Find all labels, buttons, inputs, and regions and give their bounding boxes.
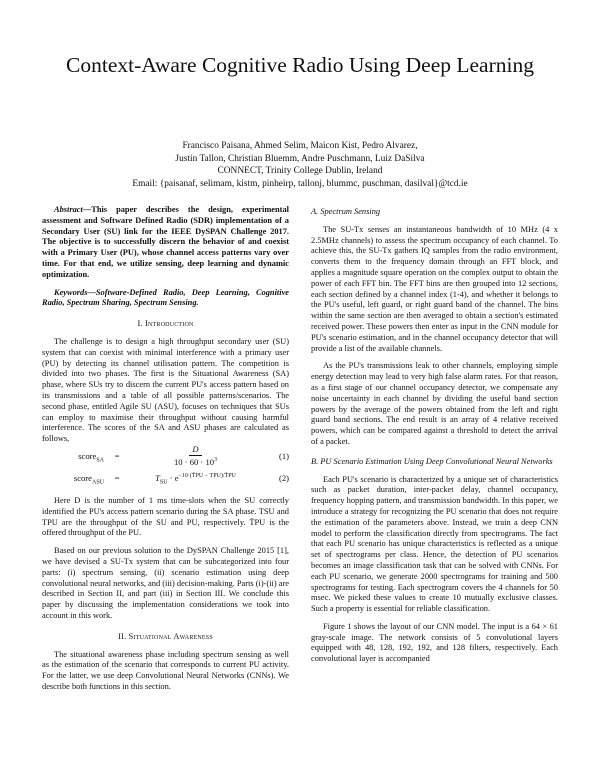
scenario-estimation-paragraph-1: Each PU's scenario is characterized by a unique set of characteristics such as packet duration, inter-packet delay, channel occupancy, frequency hopping pattern, and transmission bandwidth. In this paper, we introduce a strategy for recognizing the PU scenario that does not require the estimation of the parameters above. Instead, we train a deep CNN model to perform the classification directly from spectrograms. The fact that each PU scenario has unique characteristics is reflected as a unique set of spectrograms per class. Hence, the detection of PU scenarios becomes an image classification task that can be solved with CNNs. For each PU scenario, we generate 2000 spectrograms for training and 500 spectrograms for testing. Each spectrogram covers the 4 channels for 50 msec. We picked these values to create 10 mutually exclusive classes. Such a property is essential for reliable classification. (311, 474, 558, 614)
equation-1-fraction: $\frac{D}{10 \cdot 60 \cdot 10^3}$ (173, 443, 218, 468)
equation-1-lhs: score$_{SA}$ (78, 450, 104, 464)
keywords-text: Software-Defined Radio, Deep Learning, Cognitive Radio, Spectrum Sharing, Spectrum Sensing. (42, 287, 289, 308)
author-names-line-2: Justin Tallon, Christian Bluemm, Andre Puschmann, Luiz DaSilva (175, 153, 425, 164)
subsection-heading-spectrum-sensing: A. Spectrum Sensing (311, 207, 381, 216)
spectrum-sensing-paragraph-2: As the PU's transmissions leak to other channels, employing simple energy detection may lead to very high false alarm rates. For that reason, as a first stage of our channel occupancy detector, we compensate any noise uncertainty in each channel by dividing the useful band section powers by the average of the powers obtained from the left and right guard band sections. The end result is an array of 4 relative received powers, which can be compared against a threshold to detect the arrival of a packet. (311, 361, 558, 446)
equation-2-rhs: $T_{SU} \cdot e^{-10\cdot(T̄PU - TPU)/T̄PU}$ (155, 472, 236, 486)
abstract-text: This paper describes the design, experimental assessment and Software Defined Radio (SDR) implementation of a Secondary User (SU) link for the IEEE DySPAN Challenge 2017. The objective is to successfully discern the behavior of and coexist with a Primary User (PU), whose channel access patterns vary over time. For that end, we utilize sensing, deep learning and dynamic optimization. (42, 205, 289, 279)
equation-1-number: (1) (278, 450, 289, 461)
author-names-line-1: Francisco Paisana, Ahmed Selim, Maicon Kist, Pedro Alvarez, (182, 141, 418, 151)
keywords: Keywords—Software-Defined Radio, Deep Learning, Cognitive Radio, Spectrum Sharing, Spectrum Sensing. (42, 287, 289, 308)
situational-awareness-paragraph: The situational awareness phase including spectrum sensing as well as the estimation of the scenario that corresponds to current PU activity. For the latter, we use deep Convolutional Neural Networks (CNNs). We describe both functions in this section. (42, 649, 289, 691)
section-heading-situational-awareness: II. Situational Awareness (118, 631, 213, 641)
paper-title: Context-Aware Cognitive Radio Using Deep Learning (66, 53, 534, 77)
email-line: Email: {paisanaf, selimam, kistm, pinheirp, tallonj, blummc, puschman, dasilval}@tcd.ie (132, 178, 468, 189)
spectrum-sensing-paragraph-1: The SU-Tx senses an instantaneous bandwidth of 10 MHz (4 x 2.5MHz channels) to assess the spectrum occupancy of each channel. To achieve this, the SU-Tx gathers IQ samples from the radio environment, converts them to the frequency domain through an FFT block, and applies a magnitude square operation on the complex output to obtain the power of each FFT bin. The FFT bins are then grouped into 12 sections, each section defined by a channel index (1-4), and whether it belongs to the PU's useful, left guard, or right guard band of the channel. The bins within the same section are then averaged to obtain a section's estimated received power. These powers then enter as input in the CNN module for PU's scenario estimation, and in the channel occupancy detector that will provide a list of the available channels. (311, 224, 558, 353)
equation-2-number: (2) (278, 472, 289, 483)
scenario-estimation-paragraph-2: Figure 1 shows the layout of our CNN model. The input is a 64 × 61 gray-scale image. The network consists of 5 convolutional layers equipped with 48, 128, 192, 192, and 128 filters, respectively. Each convolutional layer is accompanied (311, 621, 558, 664)
abstract-label: Abstract (54, 205, 83, 214)
equation-2: score$_{ASU}$ = $T_{SU} \cdot e^{-10\cdot(T̄PU - TPU)/T̄PU}$ (2) (42, 467, 289, 489)
keywords-label: Keywords (54, 287, 88, 297)
equation-1: score$_{SA}$ = $\frac{D}{10 \cdot 60 \cdot 10^3}$ (1) (42, 445, 289, 467)
right-column (311, 205, 558, 665)
subsection-heading-pu-scenario-estimation: B. PU Scenario Estimation Using Deep Convolutional Neural Networks (311, 456, 553, 466)
abstract: Abstract—This paper describes the design, experimental assessment and Software Defined Radio (SDR) implementation of a Secondary User (SU) link for the IEEE DySPAN Challenge 2017. The objective is to successfully discern the behavior of and coexist with a Primary User (PU), whose channel access patterns vary over time. For that end, we utilize sensing, deep learning and dynamic optimization. (42, 205, 289, 279)
left-column (42, 205, 289, 693)
affiliation: CONNECT, Trinity College Dublin, Ireland (217, 166, 383, 177)
intro-paragraph-3: Based on our previous solution to the DySPAN Challenge 2015 [1], we have devised a SU-Tx system that can be subcategorized into four parts: (i) spectrum sensing, (ii) scenario estimation using deep convolutional neural networks, and (iii) decision-making. Parts (i)-(ii) are described in Section II, and part (iii) in Section III. We conclude this paper by discussing the implementation considerations we took into account in this work. (42, 546, 289, 620)
intro-paragraph-2: Here D is the number of 1 ms time-slots when the SU correctly identified the PU's access pattern scenario during the SA phase. TSU and TPU are the throughput of the SU and PU, respectively. T̄PU is the offered throughput of the PU. (42, 495, 289, 538)
section-heading-introduction: I. Introduction (137, 319, 194, 329)
equation-2-lhs: score$_{ASU}$ (73, 472, 104, 486)
intro-paragraph-1: The challenge is to design a high throughput secondary user (SU) system that can coexist with minimal interference with a primary user (PU) by detecting its channel utilisation pattern. The competition is divided into two phases. The first is the Situational Awareness (SA) phase, where SUs try to discern the current PU's access pattern based on its transmissions and a table of all possible patterns/scenarios. The second phase, entitled Agile SU (ASU), focuses on techniques that SUs can employ to maximise their throughput without causing harmful interference. The scores of the SA and ASU phases are calculated as follows, (42, 336, 289, 444)
author-block (40, 140, 560, 190)
